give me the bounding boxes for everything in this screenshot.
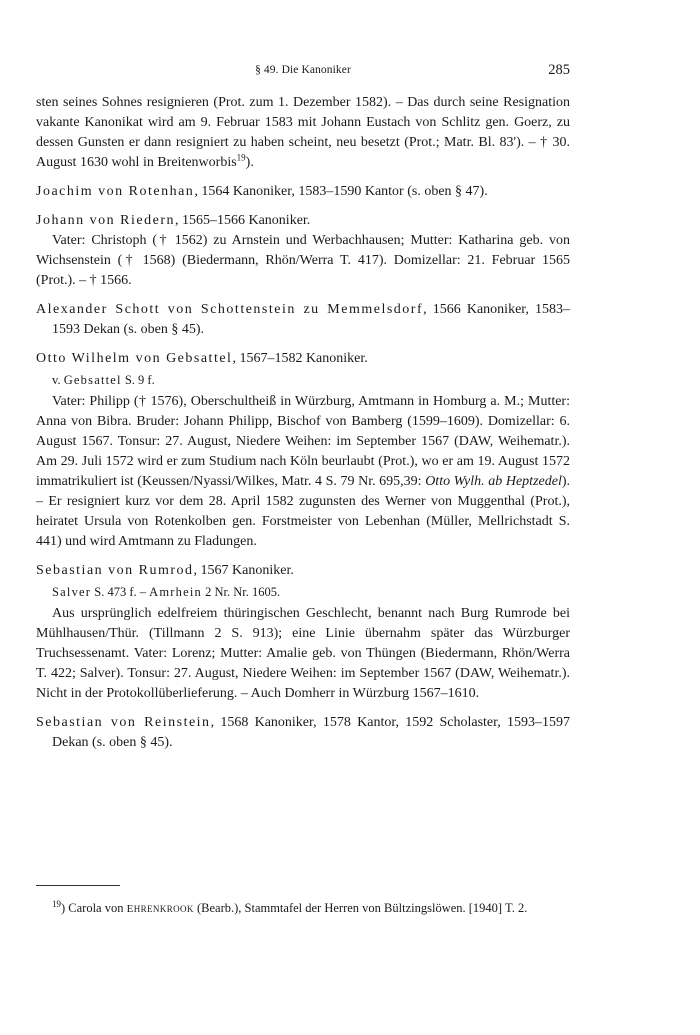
person-name: Joachim von Rotenhan <box>36 184 195 199</box>
entry-text-part: Vater: Philipp († 1576), Oberschultheiß in Würzburg, Amtmann in Homburg a. M.; Mutter: Anna von Bibra. Bruder: Johann Philipp, Bischof von Bamberg (1599–1609). Domizellar: 6. August 1567. Tonsur: 27. August, Niedere Weihen: im September 1567 (DAW, Weihematr.). Am 29. Juli 1572 wird er zum Studium nach Köln beurlaubt (Prot.), wo er am 19. August 1572 immatrikuliert ist (Keussen/Nyassi/Wilkes, Matr. 4 S. 79 Nr. 695,39: <box>36 394 570 489</box>
entry-heading-rest: , 1566 Kanoniker, 1583–1593 Dekan (s. oben § 45). <box>52 302 570 337</box>
person-name: Sebastian von Rumrod <box>36 563 194 578</box>
person-name: Johann von Riedern <box>36 213 175 228</box>
entry-heading <box>36 713 570 753</box>
entry-heading <box>36 300 570 340</box>
entry-heading <box>36 561 570 581</box>
quoted-matriculation: Otto Wylh. ab Heptzedel <box>425 474 562 489</box>
entry-heading-rest: , 1565–1566 Kanoniker. <box>174 213 311 228</box>
literature-reference <box>36 582 570 602</box>
ref-prefix: v. <box>52 373 64 387</box>
ref-name: Salver <box>52 585 92 599</box>
entry-heading <box>36 349 570 369</box>
entry-gebsattel <box>36 349 570 552</box>
person-name: Sebastian von Reinstein <box>36 715 211 730</box>
main-text <box>36 93 570 753</box>
person-name: Otto Wilhelm von Gebsattel <box>36 351 233 366</box>
entry-heading-rest: , 1568 Kanoniker, 1578 Kantor, 1592 Scholaster, 1593–1597 Dekan (s. oben § 45). <box>52 715 570 750</box>
page-number: 285 <box>548 62 570 78</box>
entry-text: Aus ursprünglich edelfreiem thüringischen Geschlecht, benannt nach Burg Rumrode bei Mühlhausen/Thür. (Tillmann 2 S. 913); eine Linie übernahm später das Würzburger Truchsessenamt. Vater: Lorenz; Mutter: Amalie geb. von Thüngen (Biedermann, Rhön/Werra T. 422; Salver). Tonsur: 27. August, Niedere Weihen: im September 1567 (DAW, Weihematr.). Nicht in der Protokollüberlieferung. – Auch Domherr in Würzburg 1567–1610. <box>36 606 570 701</box>
entry-heading-rest: , 1567 Kanoniker. <box>193 563 294 578</box>
footnote-text: (Bearb.), Stammtafel der Herren von Bültzingslöwen. [1940] T. 2. <box>193 901 528 915</box>
entry-rotenhan <box>36 182 570 202</box>
entry-heading <box>36 182 570 202</box>
footnote <box>36 899 570 919</box>
ref-name: Gebsattel <box>63 373 122 387</box>
footnote-text: ) Carola von <box>61 901 127 915</box>
footnote-indent <box>36 901 52 915</box>
entry-text <box>36 392 570 552</box>
entry-text-part: ). – Er resigniert kurz vor dem 28. April 1582 zugunsten des Werner von Muggenthal (Prot.), heiratet Ursula von Rotenkolben gen. Forstmeister von Lebenhan (Müller, Mellrichstadt S. 441) und wird Amtmann zu Fladungen. <box>36 474 571 549</box>
entry-heading <box>36 211 570 231</box>
entry-rumrod <box>36 561 570 704</box>
entry-text: Vater: Christoph († 1562) zu Arnstein und Werbachhausen; Mutter: Katharina geb. von Wichsenstein († 1568) (Biedermann, Rhön/Werra T. 417). Domizellar: 21. Februar 1565 (Prot.). – † 1566. <box>36 233 570 288</box>
ref-name: Amrhein <box>149 585 202 599</box>
author-small-caps: EHRENKROOK <box>126 903 194 915</box>
footnote-reference: 19 <box>236 152 246 163</box>
continued-paragraph <box>36 93 570 173</box>
ref-rest: 2 Nr. Nr. 1605. <box>201 585 281 599</box>
entry-riedern <box>36 211 570 291</box>
footnote-divider <box>36 885 120 886</box>
entry-schott <box>36 300 570 340</box>
running-title: § 49. Die Kanoniker <box>255 64 351 76</box>
ref-rest: S. 9 f. <box>121 373 155 387</box>
person-name: Alexander Schott von Schottenstein zu Memmelsdorf <box>36 302 424 317</box>
entry-heading-rest: , 1564 Kanoniker, 1583–1590 Kantor (s. oben § 47). <box>194 184 488 199</box>
running-head <box>36 62 570 80</box>
paragraph-text-end: ). <box>245 155 254 170</box>
footnote-number: 19 <box>52 898 61 909</box>
ref-rest: S. 473 f. – <box>91 585 150 599</box>
entry-heading-rest: , 1567–1582 Kanoniker. <box>232 351 368 366</box>
literature-reference <box>36 370 570 390</box>
entry-reinstein <box>36 713 570 753</box>
paragraph-text: sten seines Sohnes resignieren (Prot. zum 1. Dezember 1582). – Das durch seine Resignation vakante Kanonikat wird am 9. Februar 1583 mit Johann Eustach von Schlitz gen. Goerz, zu dessen Gunsten er dann resigniert zu haben scheint, neu besetzt (Prot.; Matr. Bl. 83'). – † 30. August 1630 wohl in Breitenworbis <box>36 95 570 170</box>
